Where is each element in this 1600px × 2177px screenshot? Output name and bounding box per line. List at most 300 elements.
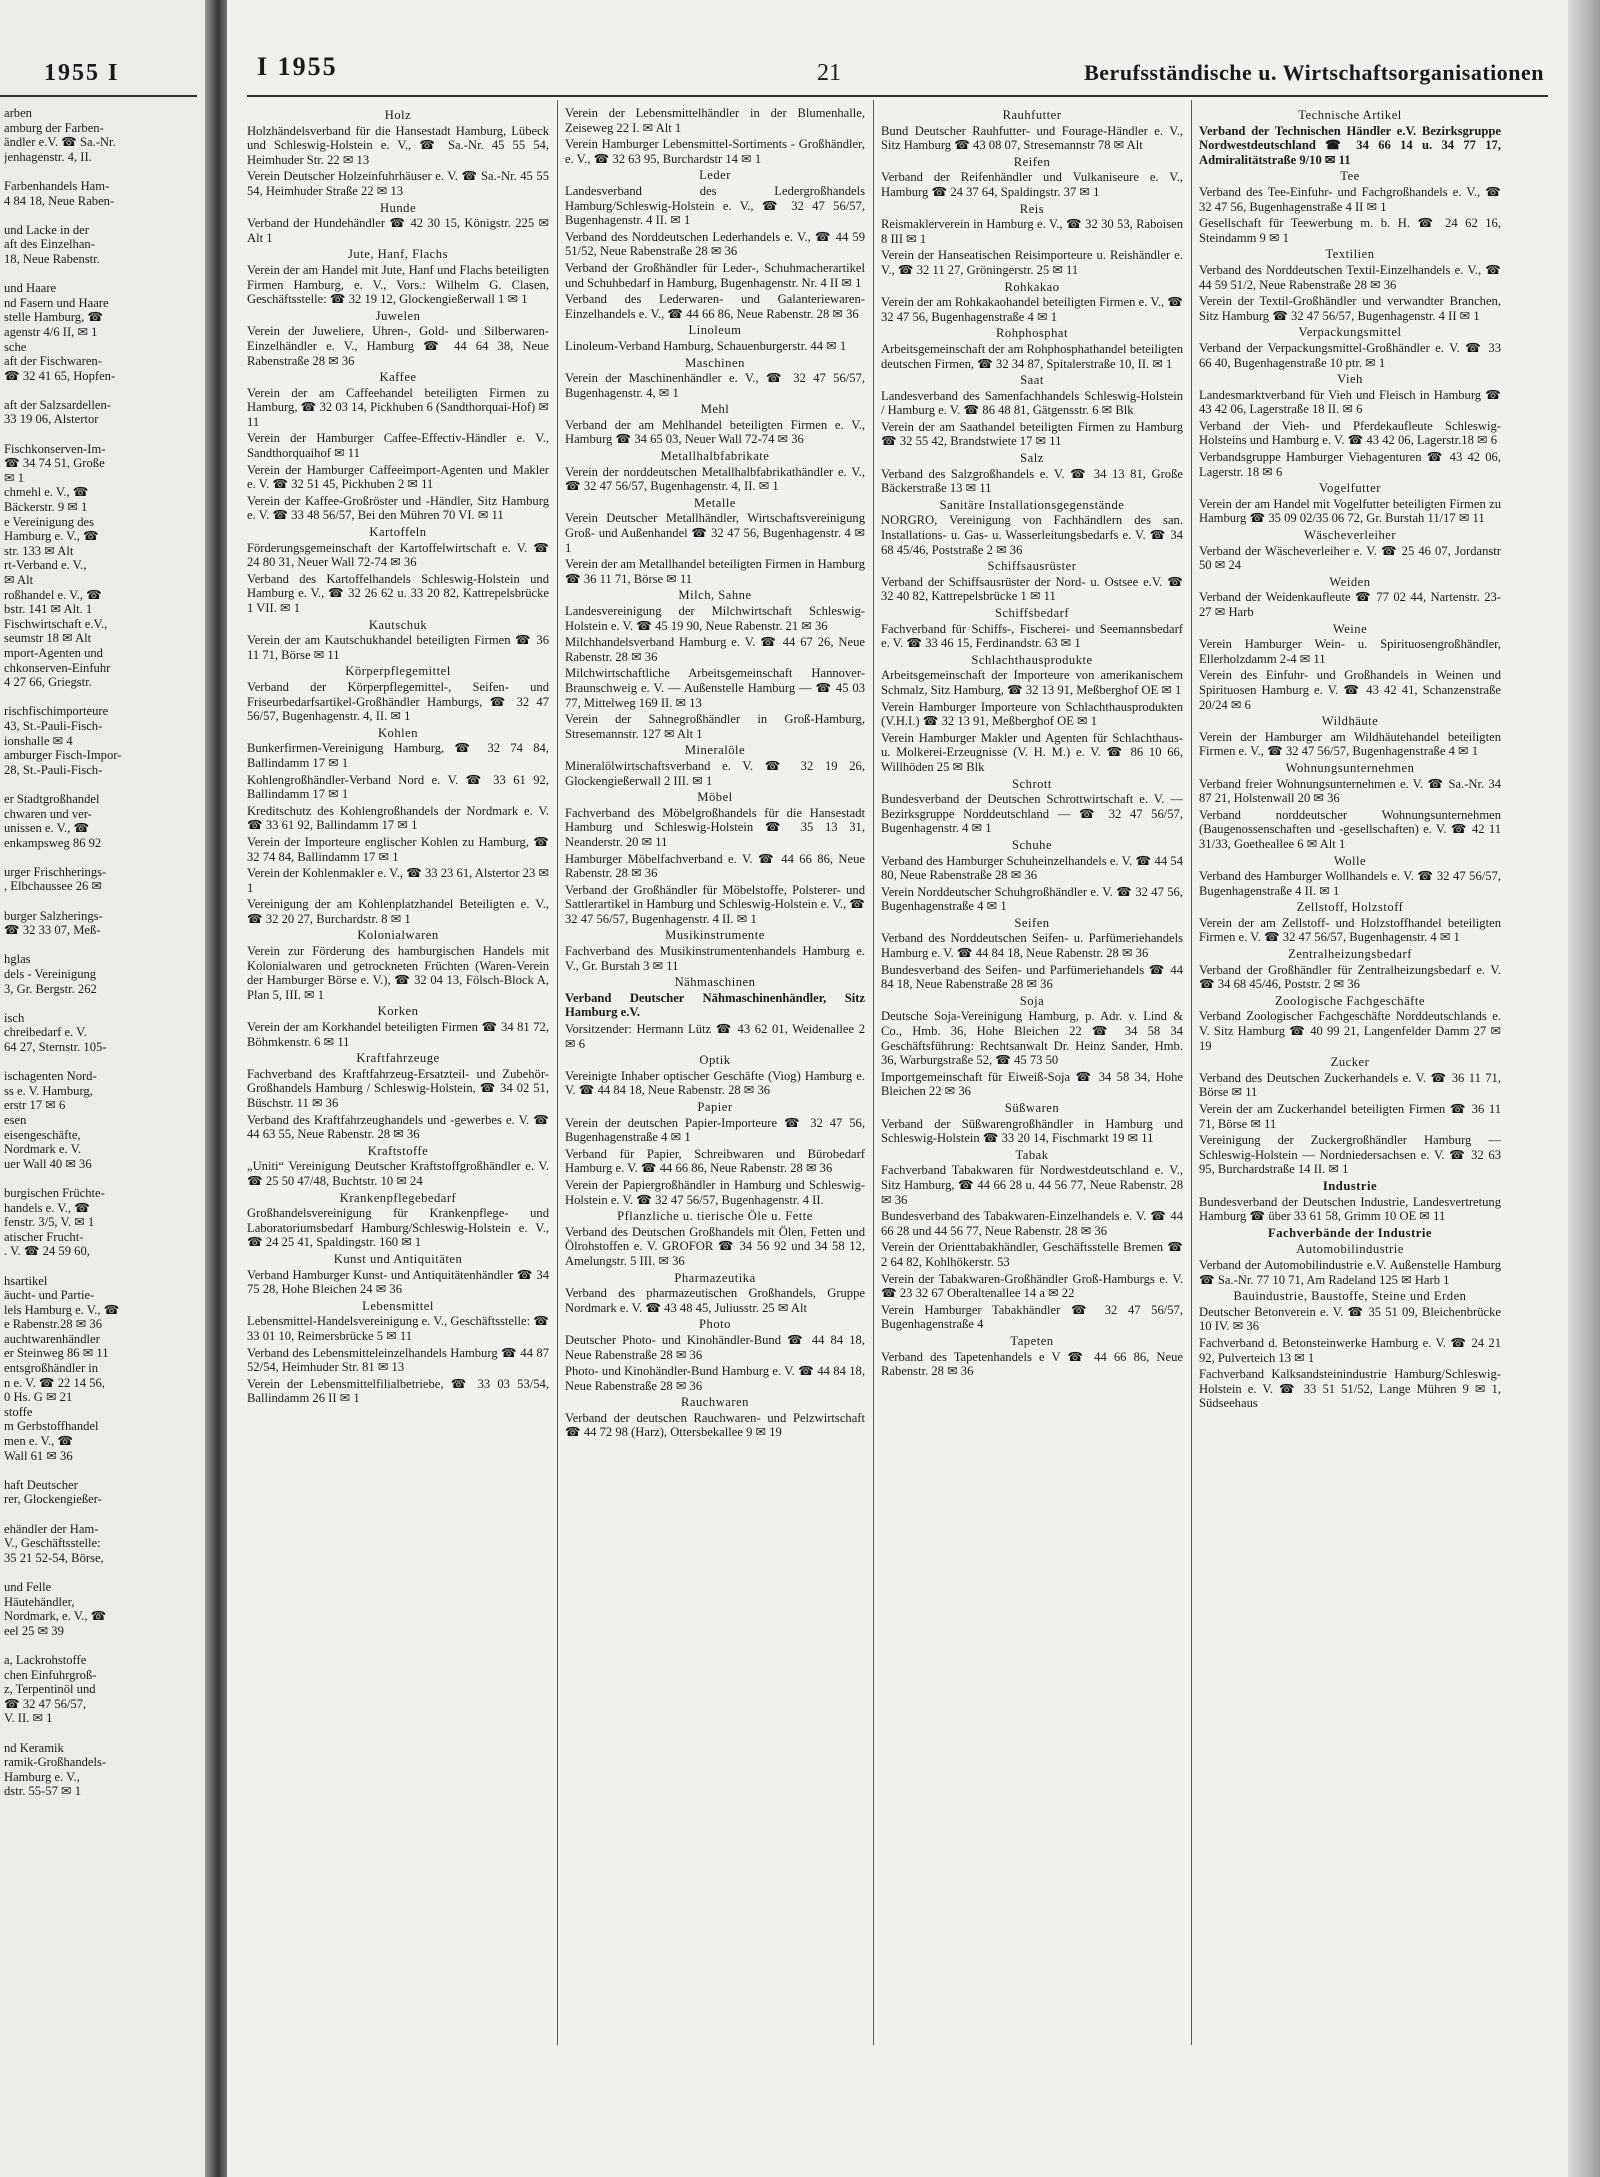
directory-entry: Verband der Automobilindustrie e.V. Außenstelle Hamburg ☎ Sa.-Nr. 77 10 71, Am Radeland 125 ✉ Harb 1 bbox=[1199, 1257, 1501, 1287]
directory-entry: Fachverband des Möbelgroßhandels für die Hansestadt Hamburg und Schleswig-Holstein ☎ 35 13 31, Neanderstr. 20 ✉ 11 bbox=[565, 805, 865, 849]
directory-entry: Verein der Orienttabakhändler, Geschäftsstelle Bremen ☎ 2 64 82, Kohlhökerstr. 53 bbox=[881, 1240, 1183, 1269]
directory-entry: Verein der Textil-Großhändler und verwandter Branchen, Sitz Hamburg ☎ 32 47 56/57, Bugenhagenstr. 4 II ✉ 1 bbox=[1199, 294, 1501, 323]
section-heading: Holz bbox=[384, 108, 412, 122]
previous-page-line: a, Lackrohstoffe bbox=[4, 1652, 87, 1667]
previous-page-line: Wall 61 ✉ 36 bbox=[4, 1448, 73, 1463]
previous-page-line: er Steinweg 86 ✉ 11 bbox=[4, 1346, 109, 1361]
section-heading: Juwelen bbox=[375, 308, 421, 323]
directory-entry: Verband Deutscher Nähmaschinenhändler, Sitz Hamburg e.V. bbox=[565, 990, 865, 1020]
previous-page-line: seumstr 18 ✉ Alt bbox=[4, 631, 92, 646]
directory-entry: Verein der Hamburger Caffeeimport-Agenten und Makler e. V. ☎ 32 51 45, Pickhuben 2 ✉ 11 bbox=[247, 462, 549, 492]
previous-page-line bbox=[4, 938, 200, 953]
previous-page-line: e Vereinigung des bbox=[4, 514, 95, 529]
section-heading: Mehl bbox=[700, 402, 730, 417]
previous-page-line: str. 133 ✉ Alt bbox=[4, 543, 74, 558]
previous-page-line: dstr. 55-57 ✉ 1 bbox=[4, 1784, 82, 1799]
previous-page-line bbox=[4, 690, 200, 705]
directory-entry: Verein der Juweliere, Uhren-, Gold- und Silberwaren-Einzelhändler e. V., Hamburg ☎ 44 64 38, Neue Rabenstraße 28 ✉ 36 bbox=[247, 324, 549, 368]
previous-page-line: Hamburg e. V., ☎ bbox=[4, 529, 99, 544]
directory-entry: Verein Hamburger Wein- u. Spirituosengroßhändler, Ellerholzdamm 2-4 ✉ 11 bbox=[1199, 637, 1501, 666]
column-4 bbox=[1199, 106, 1501, 2046]
directory-entry: Arbeitsgemeinschaft der Importeure von amerikanischem Schmalz, Sitz Hamburg, ☎ 32 13 91, Meßberghof OE ✉ 1 bbox=[881, 668, 1183, 697]
previous-page-line: 4 84 18, Neue Raben- bbox=[4, 193, 115, 208]
directory-entry: Verein der Sahnegroßhändler in Groß-Hamburg, Stresemannstr. 127 ✉ Alt 1 bbox=[565, 712, 865, 741]
previous-page-line: aft des Einzelhan- bbox=[4, 237, 95, 252]
previous-page-line bbox=[4, 164, 200, 179]
previous-page-line: ☎ 32 47 56/57, bbox=[4, 1696, 87, 1711]
previous-page-line: uer Wall 40 ✉ 36 bbox=[4, 1156, 92, 1171]
directory-entry: Verein der am Handel mit Jute, Hanf und Flachs beteiligten Firmen Hamburg, e. V., Vors.: Wilhelm G. Clasen, Geschäftsstelle: ☎ 32 19 12, Glockengießerwall 1 ✉ 1 bbox=[247, 262, 549, 307]
section-heading: Sanitäre Installationsgegenstände bbox=[939, 497, 1125, 512]
section-heading: Bauindustrie, Baustoffe, Steine und Erden bbox=[1233, 1289, 1467, 1304]
previous-page-line: ✉ 1 bbox=[4, 470, 24, 485]
directory-entry: Gesellschaft für Teewerbung m. b. H. ☎ 24 62 16, Steindamm 9 ✉ 1 bbox=[1199, 216, 1501, 245]
section-heading: Schiffsbedarf bbox=[994, 606, 1070, 620]
directory-entry: Verband der Schiffsausrüster der Nord- u. Ostsee e.V. ☎ 32 40 82, Kattrepelsbrücke 1 ✉ 11 bbox=[881, 574, 1183, 604]
section-heading: Rauhfutter bbox=[1002, 108, 1062, 122]
previous-page-line: stelle Hamburg, ☎ bbox=[4, 310, 104, 325]
directory-entry: Bunkerfirmen-Vereinigung Hamburg, ☎ 32 74 84, Ballindamm 17 ✉ 1 bbox=[247, 741, 549, 770]
directory-entry: Verein Hamburger Lebensmittel-Sortiments - Großhändler, e. V., ☎ 32 63 95, Burchardstr 14 ✉ 1 bbox=[565, 137, 865, 166]
directory-entry: Verband freier Wohnungsunternehmen e. V. ☎ Sa.-Nr. 34 87 21, Holstenwall 20 ✉ 36 bbox=[1199, 776, 1501, 806]
previous-page-line: . V. ☎ 24 59 60, bbox=[4, 1244, 90, 1259]
directory-entry: Bundesverband des Seifen- und Parfümeriehandels ☎ 44 84 18, Neue Rabenstraße 28 ✉ 36 bbox=[881, 962, 1183, 992]
previous-page-line: 35 21 52-54, Börse, bbox=[4, 1550, 104, 1565]
previous-page-line: rt-Verband e. V., bbox=[4, 558, 87, 573]
section-heading: Vogelfutter bbox=[1319, 481, 1381, 496]
previous-page-line: Fischkonserven-Im- bbox=[4, 441, 106, 456]
section-heading: Rohphosphat bbox=[996, 326, 1068, 341]
directory-entry: Verband der Wäscheverleiher e. V. ☎ 25 46 07, Jordanstr 50 ✉ 24 bbox=[1199, 543, 1501, 573]
previous-page-line: nd Fasern und Haare bbox=[4, 295, 109, 310]
section-heading: Krankenpflegebedarf bbox=[339, 1190, 457, 1205]
previous-page-line: Hamburg e. V., bbox=[4, 1769, 80, 1784]
section-heading: Optik bbox=[699, 1053, 731, 1068]
directory-entry: Verein der Hanseatischen Reisimporteure u. Reishändler e. V., ☎ 32 11 27, Gröningerstr. 25 ✉ 11 bbox=[881, 248, 1183, 277]
section-heading: Korken bbox=[377, 1004, 419, 1019]
column-1 bbox=[247, 106, 549, 2046]
previous-page-line: bstr. 141 ✉ Alt. 1 bbox=[4, 602, 93, 617]
previous-page-line: isch bbox=[4, 1010, 25, 1025]
directory-entry: Verband des Lederwaren- und Galanteriewaren-Einzelhandels e. V., ☎ 44 66 86, Neue Rabenstr. 28 ✉ 36 bbox=[565, 292, 865, 321]
previous-page-line: burgischen Früchte- bbox=[4, 1185, 105, 1200]
previous-page-strip bbox=[0, 0, 205, 2177]
directory-entry: Verein der Kohlenmakler e. V., ☎ 33 23 61, Alstertor 23 ✉ 1 bbox=[247, 866, 549, 895]
section-heading: Rohkakao bbox=[1004, 279, 1060, 294]
previous-page-line: sche bbox=[4, 339, 27, 354]
previous-page-line bbox=[4, 996, 200, 1011]
previous-page-line: atischer Frucht- bbox=[4, 1229, 84, 1244]
directory-entry: Förderungsgemeinschaft der Kartoffelwirtschaft e. V. ☎ 24 80 31, Neuer Wall 72-74 ✉ 36 bbox=[247, 540, 549, 570]
directory-entry: Vorsitzender: Hermann Lütz ☎ 43 62 01, Weidenallee 2 ✉ 6 bbox=[565, 1022, 865, 1051]
directory-entry: Verein der Hamburger Caffee-Effectiv-Händler e. V., Sandthorquaihof ✉ 11 bbox=[247, 431, 549, 461]
previous-page-line: V. II. ✉ 1 bbox=[4, 1711, 53, 1726]
previous-page-line bbox=[4, 1507, 200, 1522]
directory-entry: Landesverband des Samenfachhandels Schleswig-Holstein / Hamburg e. V. ☎ 86 48 81, Gätgensstr. 6 ✉ Blk bbox=[881, 388, 1183, 418]
directory-entry: Verband der Großhändler für Zentralheizungsbedarf e. V. ☎ 34 68 45/46, Poststr. 2 ✉ 36 bbox=[1199, 962, 1501, 992]
directory-entry: Verein der am Zuckerhandel beteiligten Firmen ☎ 36 11 71, Börse ✉ 11 bbox=[1199, 1102, 1501, 1131]
directory-entry: Verein der am Caffeehandel beteiligten Firmen zu Hamburg, ☎ 32 03 14, Pickhuben 6 (Sandthorquai-Hof) ✉ 11 bbox=[247, 385, 549, 429]
directory-entry: Verein der Hamburger am Wildhäutehandel beteiligten Firmen e. V., ☎ 32 47 56/57, Bugenhagenstraße 4 ✉ 1 bbox=[1199, 729, 1501, 759]
directory-entry: Deutscher Betonverein e. V. ☎ 35 51 09, Bleichenbrücke 10 IV. ✉ 36 bbox=[1199, 1304, 1501, 1334]
section-heading: Reis bbox=[1019, 201, 1045, 216]
section-heading: Vieh bbox=[1337, 372, 1363, 387]
directory-entry: Verein der am Zellstoff- und Holzstoffhandel beteiligten Firmen e. V. ☎ 32 47 56/57, Bugenhagenstr. 4 ✉ 1 bbox=[1199, 915, 1501, 945]
directory-entry: Verein der Maschinenhändler e. V., ☎ 32 47 56/57, Bugenhagenstr. 4, ✉ 1 bbox=[565, 371, 865, 400]
previous-page-line: V., Geschäftsstelle: bbox=[4, 1536, 101, 1551]
previous-page-line: m Gerbstoffhandel bbox=[4, 1419, 99, 1434]
previous-page-line bbox=[4, 208, 200, 223]
section-heading: Zoologische Fachgeschäfte bbox=[1275, 993, 1425, 1008]
previous-page-line: ☎ 34 74 51, Große bbox=[4, 456, 105, 471]
section-heading: Zellstoff, Holzstoff bbox=[1296, 900, 1404, 915]
section-heading: Wäscheverleiher bbox=[1303, 528, 1397, 543]
directory-entry: Bundesverband der Deutschen Industrie, Landesvertretung Hamburg ☎ über 33 61 58, Grimm 10 OE ✉ 11 bbox=[1199, 1194, 1501, 1224]
previous-page-line: chen Einfuhrgroß- bbox=[4, 1667, 97, 1682]
directory-entry: Verband der Körperpflegemittel-, Seifen- und Friseurbedarfsartikel-Großhändler Hamburgs, ☎ 32 47 56/57, Bugenhagenstr. 4, II. ✉ 1 bbox=[247, 679, 549, 724]
directory-entry: Verein der Lebensmittelfilialbetriebe, ☎ 33 03 53/54, Ballindamm 26 II ✉ 1 bbox=[247, 1376, 549, 1406]
directory-entry: Verband des Kartoffelhandels Schleswig-Holstein und Hamburg e. V., ☎ 32 26 62 u. 33 20 82, Kattrepelsbrücke 1 VII. ✉ 1 bbox=[247, 571, 549, 615]
section-heading: Schrott bbox=[1012, 776, 1052, 791]
directory-entry: Verband des Deutschen Großhandels mit Ölen, Fetten und Ölrohstoffen e. V. GROFOR ☎ 34 56 92 und 34 58 12, Amelungstr. 5 III. ✉ 36 bbox=[565, 1224, 865, 1268]
directory-entry: Verband norddeutscher Wohnungsunternehmen (Baugenossenschaften und -gesellschaften) e. V. ☎ 42 11 31/33, Goetheallee 6 ✉ Alt 1 bbox=[1199, 807, 1501, 851]
previous-page-line bbox=[4, 427, 200, 442]
directory-entry: Hamburger Möbelfachverband e. V. ☎ 44 66 86, Neue Rabenstr. 28 ✉ 36 bbox=[565, 851, 865, 881]
section-heading: Kraftfahrzeuge bbox=[356, 1051, 440, 1066]
directory-entry: Bundesverband der Deutschen Schrottwirtschaft e. V. — Bezirksgruppe Norddeutschland — ☎ 32 47 56/57, Bugenhagenstr. 4 ✉ 1 bbox=[881, 792, 1183, 836]
directory-entry: Verband des Salzgroßhandels e. V. ☎ 34 13 81, Große Bäckerstraße 13 ✉ 11 bbox=[881, 466, 1183, 496]
section-heading: Kunst und Antiquitäten bbox=[333, 1251, 463, 1266]
previous-page-line: eisengeschäfte, bbox=[4, 1127, 81, 1142]
previous-page-line: roßhandel e. V., ☎ bbox=[4, 587, 102, 602]
previous-page-line: urger Frischherings- bbox=[4, 864, 107, 879]
column-2 bbox=[565, 106, 865, 2046]
previous-page-line: rischfischimporteure bbox=[4, 704, 109, 719]
directory-entry: Verein Hamburger Makler und Agenten für Schlachthaus- u. Molkerei-Erzeugnisse (V. H. M.) e. V. ☎ 86 10 66, Willhöden 25 ✉ Blk bbox=[881, 730, 1183, 774]
section-heading: Metallhalbfabrikate bbox=[660, 449, 770, 464]
directory-entry: Großhandelsvereinigung für Krankenpflege- und Laboratoriumsbedarf Hamburg/Schleswig-Holstein e. V., ☎ 24 25 41, Spaldingstr. 160 ✉ 1 bbox=[247, 1206, 549, 1250]
previous-page-line: hglas bbox=[4, 952, 31, 967]
section-heading: Kolonialwaren bbox=[357, 928, 439, 943]
section-heading: Automobilindustrie bbox=[1296, 1242, 1404, 1257]
previous-page-line: burger Salzherings- bbox=[4, 908, 103, 923]
previous-page-header-rule bbox=[0, 95, 197, 97]
directory-entry: Verband des Kraftfahrzeughandels und -gewerbes e. V. ☎ 44 63 55, Neue Rabenstr. 28 ✉ 36 bbox=[247, 1112, 549, 1142]
directory-entry: Verein der am Handel mit Vogelfutter beteiligten Firmen zu Hamburg ☎ 35 09 02/35 06 72, Gr. Burstah 11/17 ✉ 11 bbox=[1199, 496, 1501, 526]
previous-page-line: und Lacke in der bbox=[4, 222, 89, 237]
previous-page-line: stoffe bbox=[4, 1404, 33, 1419]
directory-entry: Verband der Reifenhändler und Vulkaniseure e. V., Hamburg ☎ 24 37 64, Spaldingstr. 37 ✉ 1 bbox=[881, 170, 1183, 199]
directory-entry: Fachverband d. Betonsteinwerke Hamburg e. V. ☎ 24 21 92, Pulverteich 13 ✉ 1 bbox=[1199, 1335, 1501, 1365]
previous-page-line: chwaren und ver- bbox=[4, 806, 92, 821]
section-heading: Wohnungsunternehmen bbox=[1285, 760, 1415, 775]
directory-entry: Verein der am Metallhandel beteiligten Firmen in Hamburg ☎ 36 11 71, Börse ✉ 11 bbox=[565, 557, 865, 586]
previous-page-line bbox=[4, 383, 200, 398]
section-heading: Kraftstoffe bbox=[367, 1143, 429, 1158]
section-heading: Wildhäute bbox=[1321, 714, 1379, 729]
directory-entry: Verein Hamburger Importeure von Schlachthausprodukten (V.H.I.) ☎ 32 13 91, Meßberghof OE ✉ 1 bbox=[881, 699, 1183, 729]
directory-entry: Verein der am Kautschukhandel beteiligten Firmen ☎ 36 11 71, Börse ✉ 11 bbox=[247, 633, 549, 662]
directory-entry: Verband des Tapetenhandels e V ☎ 44 66 86, Neue Rabenstr. 28 ✉ 36 bbox=[881, 1349, 1183, 1379]
section-heading: Tee bbox=[1340, 169, 1360, 184]
section-heading: Nähmaschinen bbox=[674, 975, 756, 990]
previous-page-line: amburg der Farben- bbox=[4, 120, 104, 135]
previous-page-line: und Haare bbox=[4, 281, 57, 296]
section-heading: Seifen bbox=[1014, 915, 1050, 930]
directory-entry: Verein der am Korkhandel beteiligten Firmen ☎ 34 81 72, Böhmkenstr. 6 ✉ 11 bbox=[247, 1020, 549, 1049]
previous-page-line: rer, Glockengießer- bbox=[4, 1492, 102, 1507]
section-heading: Photo bbox=[699, 1317, 731, 1332]
previous-page-line: und Felle bbox=[4, 1579, 52, 1594]
directory-entry: Verein Deutscher Holzeinfuhrhäuser e. V. ☎ Sa.-Nr. 45 55 54, Heimhuder Straße 22 ✉ 13 bbox=[247, 169, 549, 198]
section-heading: Milch, Sahne bbox=[678, 588, 752, 603]
directory-entry: Verband der Süßwarengroßhändler in Hamburg und Schleswig-Holstein ☎ 33 20 14, Fischmarkt 19 ✉ 11 bbox=[881, 1116, 1183, 1146]
directory-entry: Verband des Deutschen Zuckerhandels e. V. ☎ 36 11 71, Börse ✉ 11 bbox=[1199, 1070, 1501, 1100]
column-divider bbox=[873, 100, 874, 2045]
section-heading: Linoleum bbox=[688, 323, 742, 338]
directory-page bbox=[227, 0, 1568, 2177]
previous-page-line: dels - Vereinigung bbox=[4, 967, 97, 982]
previous-page-line: arben bbox=[4, 106, 32, 120]
directory-entry: Vereinigung der Zuckergroßhändler Hamburg — Schleswig-Holstein — Nordniedersachsen e. V. ☎ 32 63 95, Burchardstraße 14 II. ✉ 1 bbox=[1199, 1133, 1501, 1177]
directory-entry: Verband für Papier, Schreibwaren und Bürobedarf Hamburg e. V. ☎ 44 66 86, Neue Rabenstr. 28 ✉ 36 bbox=[565, 1146, 865, 1176]
directory-entry: Verbandsgruppe Hamburger Viehagenturen ☎ 43 42 06, Lagerstr. 18 ✉ 6 bbox=[1199, 450, 1501, 479]
column-divider bbox=[1191, 100, 1192, 2045]
previous-page-line: 4 27 66, Griegstr. bbox=[4, 675, 92, 690]
section-heading: Technische Artikel bbox=[1298, 108, 1402, 122]
section-heading: Pflanzliche u. tierische Öle u. Fette bbox=[617, 1209, 813, 1224]
directory-entry: Verband Hamburger Kunst- und Antiquitätenhändler ☎ 34 75 28, Hohe Bleichen 24 ✉ 36 bbox=[247, 1267, 549, 1297]
section-heading: Möbel bbox=[697, 790, 733, 805]
previous-page-line: ramik-Großhandels- bbox=[4, 1755, 107, 1770]
directory-entry: Reismaklerverein in Hamburg e. V., ☎ 32 30 53, Raboisen 8 III ✉ 1 bbox=[881, 217, 1183, 246]
directory-entry: Linoleum-Verband Hamburg, Schauenburgerstr. 44 ✉ 1 bbox=[565, 338, 847, 353]
directory-entry: Verband der Weidenkaufleute ☎ 77 02 44, Nartenstr. 23-27 ✉ Harb bbox=[1199, 590, 1501, 619]
directory-entry: Verband der am Mehlhandel beteiligten Firmen e. V., Hamburg ☎ 34 65 03, Neuer Wall 72-74 ✉ 36 bbox=[565, 417, 865, 447]
section-heading: Soja bbox=[1019, 993, 1045, 1008]
directory-entry: Verein des Einfuhr- und Großhandels in Weinen und Spirituosen Hamburg e. V. ☎ 43 42 41, Schanzenstraße 20/24 ✉ 6 bbox=[1199, 668, 1501, 712]
previous-page-line: mport-Agenten und bbox=[4, 645, 103, 660]
previous-page-line: jenhagenstr. 4, II. bbox=[4, 149, 92, 164]
directory-entry: Verband des Tee-Einfuhr- und Fachgroßhandels e. V., ☎ 32 47 56, Bugenhagenstraße 4 II ✉ 1 bbox=[1199, 184, 1501, 214]
previous-page-line: chreibedarf e. V. bbox=[4, 1025, 87, 1040]
directory-entry: Verband des Lebensmitteleinzelhandels Hamburg ☎ 44 87 52/54, Heimhuder Str. 81 ✉ 13 bbox=[247, 1345, 549, 1375]
directory-entry: Fachverband Kalksandsteinindustrie Hamburg/Schleswig-Holstein e. V. ☎ 33 51 51/52, Lange Mühren 9 ✉ 1, Südseehaus bbox=[1199, 1367, 1501, 1411]
previous-page-line bbox=[4, 1565, 200, 1580]
previous-page-line: 0 Hs. G ✉ 21 bbox=[4, 1390, 73, 1405]
previous-page-line: haft Deutscher bbox=[4, 1477, 78, 1492]
book-gutter bbox=[205, 0, 227, 2177]
directory-entry: Deutscher Photo- und Kinohändler-Bund ☎ 44 84 18, Neue Rabenstraße 28 ✉ 36 bbox=[565, 1332, 865, 1362]
directory-entry: Photo- und Kinohändler-Bund Hamburg e. V. ☎ 44 84 18, Neue Rabenstraße 28 ✉ 36 bbox=[565, 1364, 865, 1393]
previous-page-line: Häutehändler, bbox=[4, 1594, 75, 1609]
section-heading: Jute, Hanf, Flachs bbox=[348, 247, 448, 262]
previous-page-line: ss e. V. Hamburg, bbox=[4, 1083, 93, 1098]
directory-entry: Verband der Hundehändler ☎ 42 30 15, Königstr. 225 ✉ Alt 1 bbox=[247, 216, 549, 245]
previous-page-line: n e. V. ☎ 22 14 56, bbox=[4, 1375, 105, 1390]
section-heading: Mineralöle bbox=[684, 743, 746, 758]
previous-page-line: ☎ 32 41 65, Hopfen- bbox=[4, 368, 116, 383]
directory-entry: Verband des Norddeutschen Lederhandels e. V., ☎ 44 59 51/52, Neue Rabenstraße 28 ✉ 36 bbox=[565, 229, 865, 259]
previous-page-line: amburger Fisch-Impor- bbox=[4, 748, 122, 763]
previous-page-line: e Rabenstr.28 ✉ 36 bbox=[4, 1317, 102, 1332]
previous-page-line: 33 19 06, Alstertor bbox=[4, 412, 99, 427]
directory-entry: Verein der norddeutschen Metallhalbfabrikathändler e. V., ☎ 32 47 56/57, Bugenhagenstr. 4, II. ✉ 1 bbox=[565, 464, 865, 494]
directory-entry: Deutsche Soja-Vereinigung Hamburg, p. Adr. v. Lind & Co., Hmb. 36, Hohe Bleichen 22 ☎ 34 58 34 Geschäftsführung: Rechtsanwalt Dr. Heinz Sander, Hmb. 36, Warburgstraße 52, ☎ 45 73 50 bbox=[881, 1009, 1183, 1068]
directory-entry: Arbeitsgemeinschaft der am Rohphosphathandel beteiligten deutschen Firmen, ☎ 32 34 87, Spitalerstraße 10, II. ✉ 1 bbox=[881, 341, 1183, 371]
previous-page-line: chkonserven-Einfuhr bbox=[4, 660, 111, 675]
column-divider bbox=[557, 100, 558, 2045]
previous-page-line: aft der Fischwaren- bbox=[4, 354, 102, 369]
directory-entry: Milchhandelsverband Hamburg e. V. ☎ 44 67 26, Neue Rabenstr. 28 ✉ 36 bbox=[565, 635, 865, 664]
directory-entry: Holzhändelsverband für die Hansestadt Hamburg, Lübeck und Schleswig-Holstein e. V., ☎ Sa.-Nr. 45 55 54, Heimhuder Str. 22 ✉ 13 bbox=[247, 123, 549, 167]
directory-entry: Verein Hamburger Tabakhändler ☎ 32 47 56/57, Bugenhagenstraße 4 bbox=[881, 1302, 1183, 1332]
previous-page-line: 3, Gr. Bergstr. 262 bbox=[4, 981, 97, 996]
previous-page-line: 28, St.-Pauli-Fisch- bbox=[4, 762, 103, 777]
page-edge bbox=[1568, 0, 1600, 2177]
previous-page-line: Fischwirtschaft e.V., bbox=[4, 616, 108, 631]
previous-page-line: entsgroßhändler in bbox=[4, 1361, 99, 1376]
previous-page-line: z, Terpentinöl und bbox=[4, 1682, 96, 1697]
previous-page-line: hsartikel bbox=[4, 1273, 48, 1288]
directory-entry: Bund Deutscher Rauhfutter- und Fourage-Händler e. V., Sitz Hamburg ☎ 43 08 07, Stresemannstr 78 ✉ Alt bbox=[881, 123, 1183, 153]
previous-page-line bbox=[4, 1259, 200, 1274]
section-heading: Kartoffeln bbox=[369, 525, 427, 540]
previous-page-line: ändler e.V. ☎ Sa.-Nr. bbox=[4, 135, 116, 150]
previous-page-line: er Stadtgroßhandel bbox=[4, 791, 100, 806]
previous-page-line: auchtwarenhändler bbox=[4, 1331, 100, 1346]
previous-page-line: ischagenten Nord- bbox=[4, 1069, 97, 1084]
previous-page-line: Bäckerstr. 9 ✉ 1 bbox=[4, 500, 88, 515]
section-heading: Kohlen bbox=[377, 725, 419, 740]
previous-page-line: lels Hamburg e. V., ☎ bbox=[4, 1302, 120, 1317]
directory-entry: Verein der Papiergroßhändler in Hamburg und Schleswig-Holstein e. V. ☎ 32 47 56/57, Bugenhagenstr. 4 II. bbox=[565, 1177, 865, 1207]
previous-page-line bbox=[4, 850, 200, 865]
directory-entry: Verband der Technischen Händler e.V. Bezirksgruppe Nordwestdeutschland ☎ 34 66 14 u. 34 77 17, Admiralitätstraße 9/10 ✉ 11 bbox=[1199, 123, 1501, 167]
directory-entry: Verband des Hamburger Schuheinzelhandels e. V. ☎ 44 54 80, Neue Rabenstraße 28 ✉ 36 bbox=[881, 853, 1183, 883]
directory-entry: Verein der Lebensmittelhändler in der Blumenhalle, Zeiseweg 22 I. ✉ Alt 1 bbox=[565, 106, 865, 135]
previous-page-line bbox=[4, 267, 200, 282]
section-heading: Reifen bbox=[1013, 154, 1051, 169]
directory-entry: Verein der deutschen Papier-Importeure ☎ 32 47 56, Bugenhagenstraße 4 ✉ 1 bbox=[565, 1115, 865, 1145]
section-heading: Metalle bbox=[694, 495, 736, 510]
directory-entry: Verband des Hamburger Wollhandels e. V. ☎ 32 47 56/57, Bugenhagenstraße 4 II. ✉ 1 bbox=[1199, 869, 1501, 898]
section-heading: Maschinen bbox=[685, 355, 745, 370]
section-heading: Pharmazeutika bbox=[674, 1270, 756, 1285]
section-heading: Lebensmittel bbox=[362, 1298, 434, 1313]
directory-entry: Bundesverband des Tabakwaren-Einzelhandels e. V. ☎ 44 66 28 und 44 56 77, Neue Rabenstr. 28 ✉ 36 bbox=[881, 1209, 1183, 1238]
directory-entry: Fachverband für Schiffs-, Fischerei- und Seemannsbedarf e. V. ☎ 33 46 15, Ferdinandstr. 63 ✉ 1 bbox=[881, 621, 1183, 651]
previous-page-line: aft der Salzsardellen- bbox=[4, 397, 111, 412]
previous-page-line bbox=[4, 777, 200, 792]
directory-entry: „Uniti“ Vereinigung Deutscher Kraftstoffgroßhändler e. V. ☎ 25 50 47/48, Buchtstr. 10 ✉ 24 bbox=[247, 1159, 549, 1188]
previous-page-line: , Elbchaussee 26 ✉ bbox=[4, 879, 102, 894]
directory-entry: Verband der Großhändler für Leder-, Schuhmacherartikel und Schuhbedarf in Hamburg, Bugenhagenstr. Nr. 4 II ✉ 1 bbox=[565, 260, 865, 290]
previous-page-line: äucht- und Partie- bbox=[4, 1288, 95, 1303]
directory-entry: Verein der am Rohkakaohandel beteiligten Firmen e. V., ☎ 32 47 56, Bugenhagenstraße 4 ✉ 1 bbox=[881, 295, 1183, 324]
section-heading: Wolle bbox=[1333, 853, 1367, 868]
section-heading: Schuhe bbox=[1011, 837, 1053, 852]
previous-page-line: erstr 17 ✉ 6 bbox=[4, 1098, 66, 1113]
previous-page-line: ehändler der Ham- bbox=[4, 1521, 99, 1536]
directory-entry: NORGRO, Vereinigung von Fachhändlern des san. Installations- u. Gas- u. Wasserleitungsbedarfs e. V. ☎ 34 68 45/46, Poststraße 2 ✉ 36 bbox=[881, 513, 1183, 557]
directory-entry: Milchwirtschaftliche Arbeitsgemeinschaft Hannover-Braunschweig e. V. — Außenstelle Hamburg — ☎ 45 03 77, Mittelweg 169 II. ✉ 13 bbox=[565, 666, 865, 710]
directory-entry: Verein Deutscher Metallhändler, Wirtschaftsvereinigung Groß- und Außenhandel ☎ 32 47 56, Bugenhagenstr. 4 ✉ 1 bbox=[565, 511, 865, 555]
previous-page-line bbox=[4, 894, 200, 909]
section-heading: Körperpflegemittel bbox=[345, 664, 451, 679]
previous-page-line: ionshalle ✉ 4 bbox=[4, 733, 73, 748]
previous-page-line: Nordmark, e. V., ☎ bbox=[4, 1609, 107, 1624]
section-heading: Zucker bbox=[1330, 1055, 1370, 1070]
directory-entry: Verein der Importeure englischer Kohlen zu Hamburg, ☎ 32 74 84, Ballindamm 17 ✉ 1 bbox=[247, 834, 549, 864]
directory-entry: Verband der deutschen Rauchwaren- und Pelzwirtschaft ☎ 44 72 98 (Harz), Ottersbekallee 9 ✉ 19 bbox=[565, 1410, 865, 1440]
section-heading: Tabak bbox=[1015, 1147, 1049, 1162]
section-heading: Rauchwaren bbox=[681, 1395, 749, 1410]
section-heading: Weine bbox=[1332, 621, 1368, 636]
section-heading: Salz bbox=[1020, 451, 1044, 466]
previous-page-header: 1955 I bbox=[44, 60, 120, 86]
running-title: Berufsständische u. Wirtschaftsorganisationen bbox=[1084, 60, 1544, 85]
previous-page-line: 43, St.-Pauli-Fisch- bbox=[4, 718, 103, 733]
previous-page-line: eel 25 ✉ 39 bbox=[4, 1623, 64, 1638]
directory-entry: Verband des pharmazeutischen Großhandels, Gruppe Nordmark e. V. ☎ 43 48 45, Juliusstr. 25 ✉ Alt bbox=[565, 1286, 865, 1315]
directory-entry: Vereinigung der am Kohlenplatzhandel Beteiligten e. V., ☎ 32 20 27, Burchardstr. 8 ✉ 1 bbox=[247, 897, 549, 926]
directory-entry: Verein der am Saathandel beteiligten Firmen zu Hamburg ☎ 32 55 42, Brandstwiete 17 ✉ 11 bbox=[881, 419, 1183, 449]
previous-page-column bbox=[4, 106, 200, 2041]
directory-entry: Verband der Großhändler für Möbelstoffe, Polsterer- und Sattlerartikel in Hamburg und Schleswig-Holstein e. V., ☎ 32 47 56/57, Bugenhagenstr. 4 II. ✉ 1 bbox=[565, 882, 865, 926]
directory-entry: Vereinigte Inhaber optischer Geschäfte (Viog) Hamburg e. V. ☎ 44 84 18, Neue Rabenstr. 28 ✉ 36 bbox=[565, 1068, 865, 1098]
directory-entry: Verein Norddeutscher Schuhgroßhändler e. V. ☎ 32 47 56, Bugenhagenstraße 4 ✉ 1 bbox=[881, 884, 1183, 914]
previous-page-line bbox=[4, 1726, 200, 1741]
section-heading: Kaffee bbox=[379, 370, 417, 385]
previous-page-line bbox=[4, 1463, 200, 1478]
directory-entry: Verband Zoologischer Fachgeschäfte Norddeutschlands e. V. Sitz Hamburg ☎ 40 99 21, Langenfelder Damm 27 ✉ 19 bbox=[1199, 1009, 1501, 1053]
section-heading: Leder bbox=[699, 168, 731, 183]
previous-page-line: nd Keramik bbox=[4, 1740, 64, 1755]
section-heading: Kautschuk bbox=[368, 617, 428, 632]
directory-entry: Kohlengroßhändler-Verband Nord e. V. ☎ 33 61 92, Ballindamm 17 ✉ 1 bbox=[247, 772, 549, 802]
previous-page-line: esen bbox=[4, 1112, 27, 1127]
section-heading: Weiden bbox=[1329, 574, 1371, 589]
section-heading: Industrie bbox=[1322, 1178, 1378, 1193]
previous-page-line bbox=[4, 1055, 200, 1070]
section-heading: Schiffsausrüster bbox=[987, 559, 1077, 574]
directory-entry: Verband der Vieh- und Pferdekaufleute Schleswig-Holsteins und Hamburg e. V. ☎ 43 42 06, Lagerstr.18 ✉ 6 bbox=[1199, 418, 1501, 448]
page-year: I 1955 bbox=[257, 52, 338, 81]
section-heading: Hunde bbox=[379, 200, 417, 215]
directory-entry: Lebensmittel-Handelsvereinigung e. V., Geschäftsstelle: ☎ 33 01 10, Reimersbrücke 5 ✉ 11 bbox=[247, 1314, 549, 1343]
previous-page-line: men e. V., ☎ bbox=[4, 1434, 74, 1449]
previous-page-line: handels e. V., ☎ bbox=[4, 1200, 90, 1215]
previous-page-line: Farbenhandels Ham- bbox=[4, 178, 110, 193]
section-heading: Papier bbox=[697, 1100, 733, 1114]
section-heading: Tapeten bbox=[1010, 1333, 1054, 1348]
directory-entry: Fachverband des Kraftfahrzeug-Ersatzteil- und Zubehör-Großhandels Hamburg / Schleswig-Holstein, ☎ 34 02 51, Büschstr. 11 ✉ 36 bbox=[247, 1066, 549, 1110]
section-heading: Fachverbände der Industrie bbox=[1268, 1225, 1432, 1240]
directory-entry: Verein der Tabakwaren-Großhändler Groß-Hamburgs e. V. ☎ 23 32 67 Oberaltenallee 14 a ✉ 22 bbox=[881, 1271, 1183, 1301]
previous-page-line: ✉ Alt bbox=[4, 573, 34, 587]
directory-entry: Verband der Verpackungsmittel-Großhändler e. V. ☎ 33 66 40, Bugenhagenstraße 10 ptr. ✉ 1 bbox=[1199, 340, 1501, 370]
previous-page-line bbox=[4, 1171, 200, 1186]
directory-entry: Fachverband Tabakwaren für Nordwestdeutschland e. V., Sitz Hamburg, ☎ 44 66 28 u. 44 56 77, Neue Rabenstr. 28 ✉ 36 bbox=[881, 1163, 1183, 1207]
directory-entry: Verband des Norddeutschen Seifen- u. Parfümeriehandels Hamburg e. V. ☎ 44 84 18, Neue Rabenstr. 28 ✉ 36 bbox=[881, 931, 1183, 961]
section-heading: Schlachthausprodukte bbox=[971, 652, 1093, 667]
previous-page-line: unissen e. V., ☎ bbox=[4, 821, 90, 836]
directory-entry: Fachverband des Musikinstrumentenhandels Hamburg e. V., Gr. Burstah 3 ✉ 11 bbox=[565, 944, 865, 973]
previous-page-line: agenstr 4/6 II, ✉ 1 bbox=[4, 324, 98, 339]
previous-page-line bbox=[4, 1638, 200, 1653]
section-heading: Textilien bbox=[1325, 247, 1375, 262]
